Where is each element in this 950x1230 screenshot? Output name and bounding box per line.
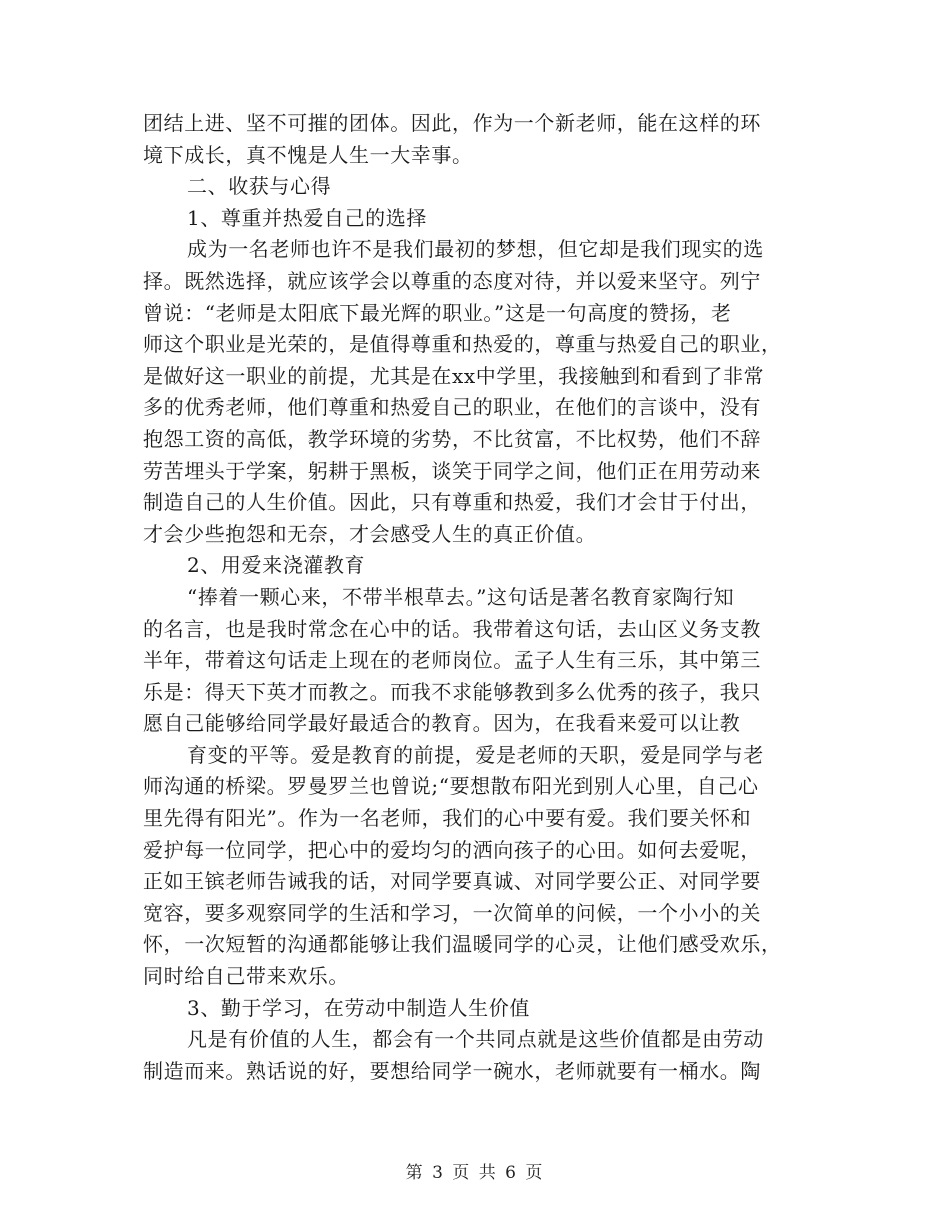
page-footer: 第 3 页 共 6 页	[405, 1163, 545, 1183]
text-line: 3、勤于学习，在劳动中制造人生价值	[187, 995, 530, 1020]
document-body	[143, 108, 803, 1087]
text-line: 制造自己的人生价值。因此，只有尊重和热爱，我们才会甘于付出，	[143, 490, 761, 515]
text-line: 多的优秀老师，他们尊重和热爱自己的职业，在他们的言谈中，没有	[143, 395, 761, 420]
text-line: 同时给自己带来欢乐。	[143, 964, 349, 989]
text-line: 凡是有价值的人生，都会有一个共同点就是这些价值都是由劳动	[187, 1027, 764, 1052]
text-line: 怀，一次短暂的沟通都能够让我们温暖同学的心灵，让他们感受欢乐，	[143, 932, 782, 957]
text-line: 愿自己能够给同学最好最适合的教育。因为，在我看来爱可以让教	[143, 711, 741, 736]
text-line: 成为一名老师也许不是我们最初的梦想，但它却是我们现实的选	[187, 237, 764, 262]
text-line: 里先得有阳光”。作为一名老师，我们的心中要有爱。我们要关怀和	[143, 806, 752, 831]
text-line: 宽容，要多观察同学的生活和学习，一次简单的问候，一个小小的关	[143, 900, 761, 925]
text-line: 师这个职业是光荣的，是值得尊重和热爱的，尊重与热爱自己的职业，	[143, 332, 782, 357]
text-line: 2、用爱来浇灌教育	[187, 553, 366, 578]
text-line: 抱怨工资的高低，教学环境的劣势，不比贫富，不比权势，他们不辞	[143, 426, 761, 451]
text-line: 师沟通的桥梁。罗曼罗兰也曾说;“要想散布阳光到别人心里，自己心	[143, 774, 759, 799]
text-line: 爱护每一位同学，把心中的爱均匀的洒向孩子的心田。如何去爱呢，	[143, 837, 761, 862]
text-line: 曾说：“老师是太阳底下最光辉的职业。”这是一句高度的赞扬，老	[143, 300, 732, 325]
text-line: 劳苦埋头于学案，躬耕于黑板，谈笑于同学之间，他们正在用劳动来	[143, 458, 761, 483]
text-line: 二、收获与心得	[187, 174, 332, 199]
text-line: “捧着一颗心来，不带半根草去。”这句话是著名教育家陶行知	[187, 584, 735, 609]
text-line: 择。既然选择，就应该学会以尊重的态度对待，并以爱来坚守。列宁	[143, 268, 761, 293]
text-line: 是做好这一职业的前提，尤其是在xx中学里，我接触到和看到了非常	[143, 363, 765, 388]
text-line: 半年，带着这句话走上现在的老师岗位。孟子人生有三乐，其中第三	[143, 648, 761, 673]
text-line: 境下成长，真不愧是人生一大幸事。	[143, 142, 473, 167]
text-line: 1、尊重并热爱自己的选择	[187, 205, 427, 230]
text-line: 育变的平等。爱是教育的前提，爱是老师的天职，爱是同学与老	[187, 742, 764, 767]
text-line: 乐是：得天下英才而教之。而我不求能够教到多么优秀的孩子，我只	[143, 679, 761, 704]
text-line: 制造而来。熟话说的好，要想给同学一碗水，老师就要有一桶水。陶	[143, 1058, 761, 1083]
text-line: 的名言，也是我时常念在心中的话。我带着这句话，去山区义务支教	[143, 616, 761, 641]
text-line: 才会少些抱怨和无奈，才会感受人生的真正价值。	[143, 521, 597, 546]
text-line: 团结上进、坚不可摧的团体。因此，作为一个新老师，能在这样的环	[143, 111, 761, 135]
text-line: 正如王镔老师告诫我的话，对同学要真诚、对同学要公正、对同学要	[143, 869, 761, 894]
